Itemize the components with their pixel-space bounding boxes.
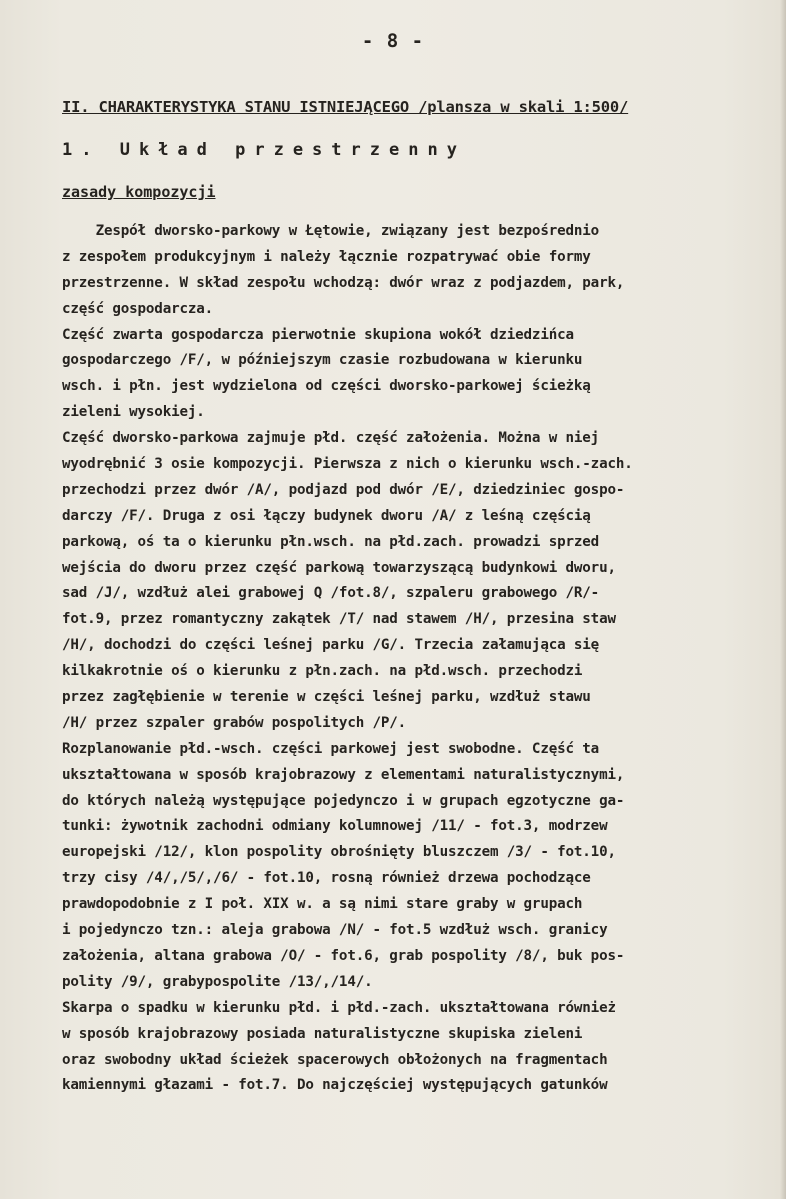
subsection-title: 1. Układ przestrzenny — [62, 140, 466, 160]
text-line: oraz swobodny układ ścieżek spacerowych obłożonych na fragmentach — [62, 1051, 608, 1068]
text-line: /H/ przez szpaler grabów pospolitych /P/. — [62, 714, 407, 731]
page-edge-shadow — [780, 0, 786, 1199]
text-line: wejścia do dworu przez część parkową towarzyszącą budynkowi dworu, — [62, 559, 616, 576]
text-line: Skarpa o spadku w kierunku płd. i płd.-zach. ukształtowana również — [62, 999, 616, 1016]
text-line: do których należą występujące pojedynczo i w grupach egzotyczne ga- — [62, 792, 625, 809]
text-line: Zespół dworsko-parkowy w Łętowie, związany jest bezpośrednio — [62, 223, 600, 239]
section-heading: II. CHARAKTERYSTYKA STANU ISTNIEJĄCEGO /plansza w skali 1:500/ — [62, 98, 629, 116]
text-line: kamiennymi głazami - fot.7. Do najczęściej występujących gatunków — [62, 1077, 608, 1094]
page-number: - 8 - — [361, 30, 425, 52]
text-line: przechodzi przez dwór /A/, podjazd pod dwór /E/, dziedziniec gospo- — [62, 481, 625, 498]
text-line: darczy /F/. Druga z osi łączy budynek dworu /A/ z leśną częścią — [62, 507, 591, 524]
text-line: europejski /12/, klon pospolity obrośnięty bluszczem /3/ - fot.10, — [62, 844, 616, 861]
text-line: Część dworsko-parkowa zajmuje płd. część założenia. Można w niej — [62, 430, 600, 447]
text-line: Rozplanowanie płd.-wsch. części parkowej jest swobodne. Część ta — [62, 740, 600, 757]
text-line: w sposób krajobrazowy posiada naturalistyczne skupiska zieleni — [62, 1025, 583, 1042]
body-text — [62, 219, 780, 1099]
text-line: sad /J/, wzdłuż alei grabowej Q /fot.8/, szpaleru grabowego /R/- — [62, 585, 600, 602]
text-line: parkową, oś ta o kierunku płn.wsch. na płd.zach. prowadzi sprzed — [62, 533, 600, 550]
subheading: zasady kompozycji — [62, 183, 216, 201]
text-line: wyodrębnić 3 osie kompozycji. Pierwsza z nich o kierunku wsch.-zach. — [62, 456, 633, 473]
text-line: tunki: żywotnik zachodni odmiany kolumnowej /11/ - fot.3, modrzew — [62, 818, 608, 835]
text-line: część gospodarcza. — [62, 300, 214, 317]
text-line: polity /9/, grabypospolite /13/,/14/. — [62, 973, 373, 990]
text-line: ukształtowana w sposób krajobrazowy z elementami naturalistycznymi, — [62, 766, 625, 783]
text-line: trzy cisy /4/,/5/,/6/ - fot.10, rosną również drzewa pochodzące — [62, 870, 591, 887]
text-line: założenia, altana grabowa /O/ - fot.6, grab pospolity /8/, buk pos- — [62, 947, 625, 964]
text-line: z zespołem produkcyjnym i należy łącznie rozpatrywać obie formy — [62, 248, 591, 265]
text-line: i pojedynczo tzn.: aleja grabowa /N/ - fot.5 wzdłuż wsch. granicy — [62, 922, 608, 939]
text-line: przez zagłębienie w terenie w części leśnej parku, wzdłuż stawu — [62, 689, 591, 706]
text-line: zieleni wysokiej. — [62, 404, 205, 421]
text-line: wsch. i płn. jest wydzielona od części dworsko-parkowej ścieżką — [62, 378, 591, 395]
text-line: /H/, dochodzi do części leśnej parku /G/. Trzecia załamująca się — [62, 637, 600, 654]
text-line: Część zwarta gospodarcza pierwotnie skupiona wokół dziedzińca — [62, 326, 574, 343]
text-line: fot.9, przez romantyczny zakątek /T/ nad stawem /H/, przesina staw — [62, 611, 616, 628]
text-line: przestrzenne. W skład zespołu wchodzą: dwór wraz z podjazdem, park, — [62, 274, 625, 291]
text-line: prawdopodobnie z I poł. XIX w. a są nimi stare graby w grupach — [62, 896, 583, 913]
text-line: kilkakrotnie oś o kierunku z płn.zach. na płd.wsch. przechodzi — [62, 663, 583, 680]
text-line: gospodarczego /F/, w późniejszym czasie rozbudowana w kierunku — [62, 352, 583, 369]
